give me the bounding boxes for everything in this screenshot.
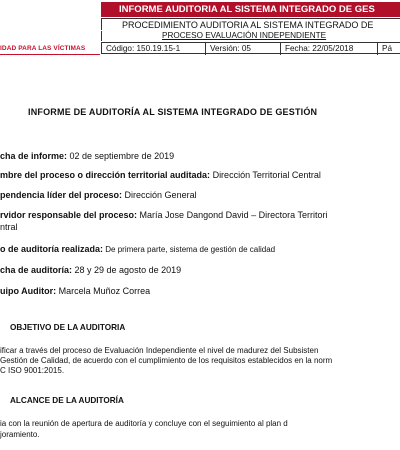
field-value: Dirección General xyxy=(122,190,197,200)
document-page: Pá xyxy=(382,44,393,53)
field-label: uipo Auditor: xyxy=(0,286,57,296)
objective-line: Gestión de Calidad, de acuerdo con el cumplimiento de los requisitos establecidos en la norm xyxy=(0,356,333,365)
field-value: 02 de septiembre de 2019 xyxy=(67,151,175,161)
document-meta-row xyxy=(101,42,400,54)
document-version: Versión: 05 xyxy=(210,44,251,53)
logo-divider xyxy=(0,54,100,55)
field-label: o de auditoría realizada: xyxy=(0,244,104,254)
logo-text: IDAD PARA LAS VÍCTIMAS xyxy=(0,45,86,52)
field-label: cha de auditoría: xyxy=(0,265,73,275)
field-value: De primera parte, sistema de gestión de calidad xyxy=(103,245,276,254)
process-title-text: PROCESO EVALUACIÓN INDEPENDIENTE xyxy=(162,31,327,40)
scope-line: ia con la reunión de apertura de auditoría y concluye con el seguimiento al plan d xyxy=(0,419,288,428)
process-title xyxy=(101,31,400,41)
field-audit-date xyxy=(0,265,181,275)
field-value: María Jose Dangond David – Directora Territori xyxy=(137,210,328,220)
section-heading-objective: OBJETIVO DE LA AUDITORIA xyxy=(10,323,126,332)
field-label: cha de informe: xyxy=(0,151,68,161)
document-date: Fecha: 22/05/2018 xyxy=(285,44,354,53)
meta-divider xyxy=(205,43,206,55)
field-label: pendencia líder del proceso: xyxy=(0,190,123,200)
field-audit-team xyxy=(0,286,150,296)
objective-line: C ISO 9001:2015. xyxy=(0,366,65,375)
meta-divider xyxy=(377,43,378,55)
section-heading-scope: ALCANCE DE LA AUDITORÍA xyxy=(10,396,124,405)
field-process-name xyxy=(0,170,321,180)
field-value: Dirección Territorial Central xyxy=(210,170,321,180)
field-report-date xyxy=(0,151,174,161)
procedure-title: PROCEDIMIENTO AUDITORIA AL SISTEMA INTEGRADO DE xyxy=(101,18,400,30)
field-value: 28 y 29 de agosto de 2019 xyxy=(72,265,182,275)
report-title: INFORME DE AUDITORÍA AL SISTEMA INTEGRADO DE GESTIÓN xyxy=(28,107,318,117)
scope-line: joramiento. xyxy=(0,430,40,439)
field-label: mbre del proceso o dirección territorial auditada: xyxy=(0,170,211,180)
meta-divider xyxy=(280,43,281,55)
field-audit-type xyxy=(0,244,275,254)
field-responsible-servant xyxy=(0,210,327,220)
document-code: Código: 150.19.15-1 xyxy=(106,44,181,53)
field-responsible-servant-cont: ntral xyxy=(0,222,18,232)
field-label: rvidor responsable del proceso: xyxy=(0,210,138,220)
objective-line: ificar a través del proceso de Evaluación Independiente el nivel de madurez del Subsisten xyxy=(0,346,319,355)
field-lead-unit xyxy=(0,190,197,200)
header-banner: INFORME AUDITORIA AL SISTEMA INTEGRADO DE GES xyxy=(101,2,400,17)
field-value: Marcela Muñoz Correa xyxy=(56,286,151,296)
